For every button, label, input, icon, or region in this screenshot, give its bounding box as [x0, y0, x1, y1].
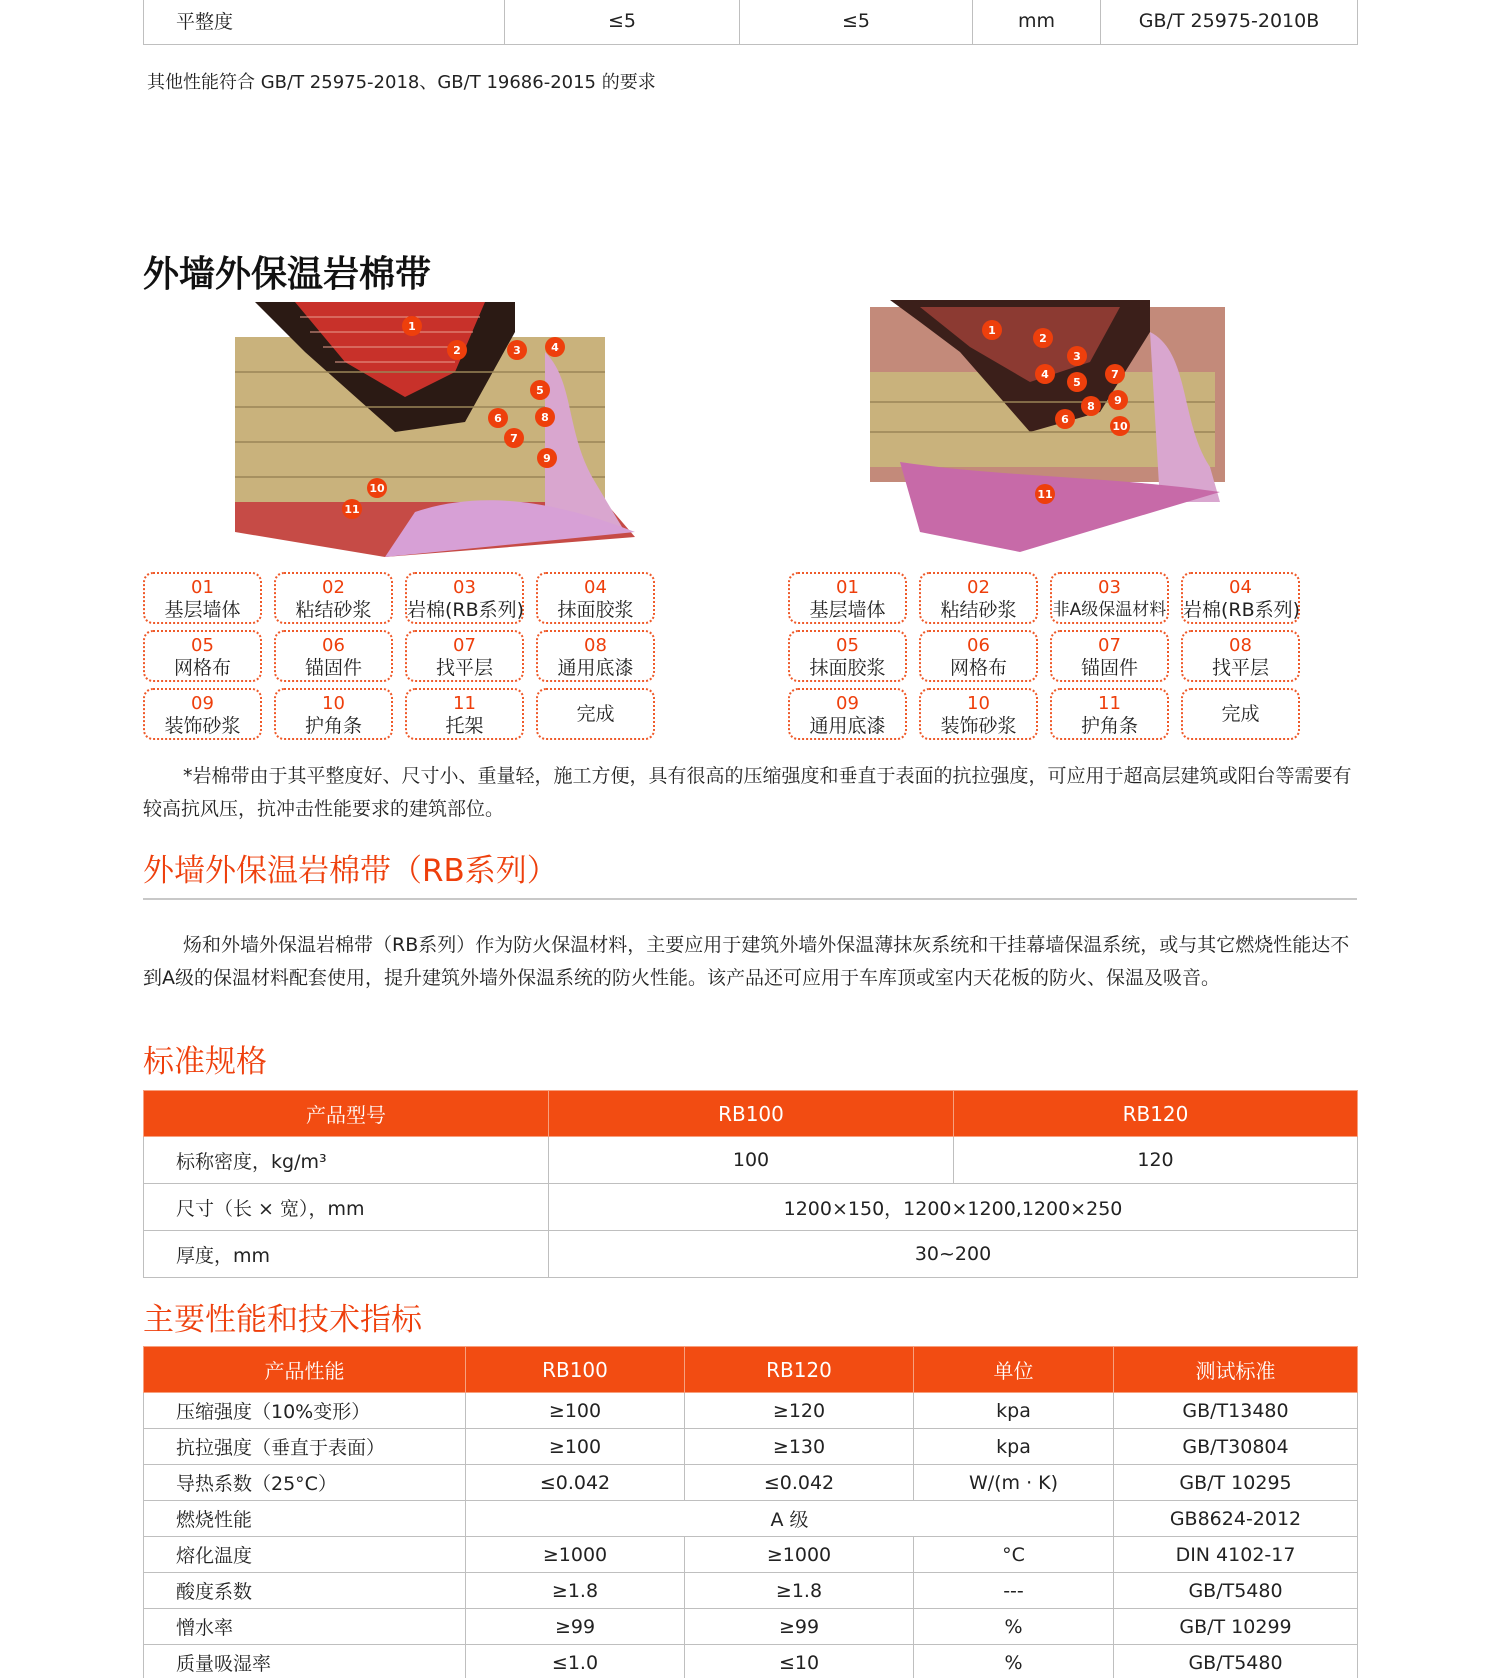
section-title: 外墙外保温岩棉带: [143, 254, 432, 295]
legend-item: 03 非A级保温材料: [1050, 572, 1169, 624]
table-cell: ≤0.042: [685, 1465, 914, 1501]
table-header: 产品性能: [144, 1347, 466, 1393]
table-cell: GB8624-2012: [1114, 1501, 1358, 1537]
marker-3: 3: [507, 340, 527, 360]
table-cell: 100: [549, 1137, 954, 1184]
table-cell: 憎水率: [144, 1609, 466, 1645]
legend-item: 09 装饰砂浆: [143, 688, 262, 740]
legend-item: 06 锚固件: [274, 630, 393, 682]
rb-series-title: 外墙外保温岩棉带（RB系列）: [143, 853, 558, 889]
marker-5: 5: [1067, 372, 1087, 392]
legend-item-complete: 完成: [1181, 688, 1300, 740]
table-header: 产品型号: [144, 1091, 549, 1137]
wall-diagram-left: [215, 292, 645, 562]
legend-item: 07 找平层: [405, 630, 524, 682]
marker-2: 2: [1033, 328, 1053, 348]
legend-item: 06 网格布: [919, 630, 1038, 682]
table-cell: ≤1.0: [466, 1645, 685, 1678]
rb-description: 炀和外墙外保温岩棉带（RB系列）作为防火保温材料，主要应用于建筑外墙外保温薄抹灰系统和干挂幕墙保温系统，或与其它燃烧性能达不到A级的保温材料配套使用，提升建筑外墙外保温系统的防火性能。该产品还可应用于车库顶或室内天花板的防火、保温及吸音。: [143, 934, 1350, 989]
legend-item: 10 装饰砂浆: [919, 688, 1038, 740]
legend-item: 10 护角条: [274, 688, 393, 740]
perf-title: 主要性能和技术指标: [143, 1302, 422, 1338]
marker-7: 7: [1105, 364, 1125, 384]
legend-item: 01 基层墙体: [788, 572, 907, 624]
marker-8: 8: [1081, 396, 1101, 416]
table-cell: 熔化温度: [144, 1537, 466, 1573]
wall-illustration-left: [215, 292, 645, 562]
table-row: [144, 1184, 1358, 1231]
marker-8: 8: [535, 407, 555, 427]
table-cell: ≤5: [505, 0, 740, 45]
table-header-row: [144, 1347, 1358, 1393]
table-cell: GB/T 25975-2010B: [1101, 0, 1358, 45]
table-cell: ≥120: [685, 1393, 914, 1429]
spec-title: 标准规格: [143, 1044, 267, 1080]
table-row: [144, 1465, 1358, 1501]
marker-9: 9: [1108, 390, 1128, 410]
legend-item: 04 抹面胶浆: [536, 572, 655, 624]
table-header: 测试标准: [1114, 1347, 1358, 1393]
table-header: RB100: [549, 1091, 954, 1137]
marker-9: 9: [537, 448, 557, 468]
table-cell: %: [914, 1645, 1114, 1678]
table-cell: 平整度: [144, 0, 505, 45]
table-cell: ≤10: [685, 1645, 914, 1678]
table-row: [144, 1609, 1358, 1645]
table-cell: A 级: [466, 1501, 1114, 1537]
marker-5: 5: [530, 380, 550, 400]
wall-diagram-right: [860, 292, 1240, 562]
legend-item: 08 通用底漆: [536, 630, 655, 682]
table-cell: W/(m · K): [914, 1465, 1114, 1501]
table-header-row: [144, 1091, 1358, 1137]
table-row: [144, 1393, 1358, 1429]
perf-table: [143, 1346, 1358, 1678]
legend-item: 11 托架: [405, 688, 524, 740]
table-cell: 30~200: [549, 1231, 1358, 1278]
legend-item: 02 粘结砂浆: [919, 572, 1038, 624]
marker-3: 3: [1067, 346, 1087, 366]
table-cell: ≥1000: [466, 1537, 685, 1573]
table-row: [144, 1137, 1358, 1184]
table-cell: 厚度，mm: [144, 1231, 549, 1278]
legend-item: 09 通用底漆: [788, 688, 907, 740]
marker-11: 11: [342, 499, 362, 519]
table-row: [144, 1429, 1358, 1465]
legend-item: 02 粘结砂浆: [274, 572, 393, 624]
table-cell: 燃烧性能: [144, 1501, 466, 1537]
marker-6: 6: [1055, 409, 1075, 429]
marker-2: 2: [447, 340, 467, 360]
table-cell: ---: [914, 1573, 1114, 1609]
table-cell: 120: [954, 1137, 1358, 1184]
table-row: [144, 1501, 1358, 1537]
marker-10: 10: [1110, 416, 1130, 436]
legend-item: 07 锚固件: [1050, 630, 1169, 682]
table-row: [144, 1537, 1358, 1573]
marker-7: 7: [504, 428, 524, 448]
table-cell: 抗拉强度（垂直于表面）: [144, 1429, 466, 1465]
legend-item: 01 基层墙体: [143, 572, 262, 624]
table-cell: ≥100: [466, 1429, 685, 1465]
table-cell: ≥100: [466, 1393, 685, 1429]
legend-item: 05 网格布: [143, 630, 262, 682]
marker-1: 1: [402, 316, 422, 336]
marker-1: 1: [982, 320, 1002, 340]
marker-10: 10: [367, 478, 387, 498]
table-cell: 酸度系数: [144, 1573, 466, 1609]
table-cell: ≤5: [740, 0, 973, 45]
legend-left: [143, 572, 659, 742]
marker-4: 4: [1035, 364, 1055, 384]
table-cell: 压缩强度（10%变形）: [144, 1393, 466, 1429]
legend-item: 03 岩棉(RB系列): [405, 572, 524, 624]
spec-table: [143, 1090, 1358, 1278]
table-cell: 导热系数（25°C）: [144, 1465, 466, 1501]
table-cell: ≥99: [685, 1609, 914, 1645]
table-cell: kpa: [914, 1393, 1114, 1429]
table-cell: GB/T5480: [1114, 1645, 1358, 1678]
legend-item-complete: 完成: [536, 688, 655, 740]
legend-item: 11 护角条: [1050, 688, 1169, 740]
table-cell: DIN 4102-17: [1114, 1537, 1358, 1573]
marker-6: 6: [488, 408, 508, 428]
table-cell: mm: [973, 0, 1101, 45]
table-header: RB120: [685, 1347, 914, 1393]
table-cell: ≥1000: [685, 1537, 914, 1573]
table-cell: °C: [914, 1537, 1114, 1573]
marker-4: 4: [545, 337, 565, 357]
table-header: 单位: [914, 1347, 1114, 1393]
feature-note: *岩棉带由于其平整度好、尺寸小、重量轻，施工方便，具有很高的压缩强度和垂直于表面的抗拉强度，可应用于超高层建筑或阳台等需要有较高抗风压，抗冲击性能要求的建筑部位。: [143, 765, 1352, 820]
top-spec-table: [143, 0, 1358, 45]
table-cell: GB/T5480: [1114, 1573, 1358, 1609]
divider: [143, 898, 1357, 900]
table-row: [144, 1645, 1358, 1678]
table-cell: GB/T 10295: [1114, 1465, 1358, 1501]
table-cell: 标称密度，kg/m³: [144, 1137, 549, 1184]
table-cell: ≥99: [466, 1609, 685, 1645]
table-cell: GB/T30804: [1114, 1429, 1358, 1465]
table-cell: ≤0.042: [466, 1465, 685, 1501]
legend-item: 04 岩棉(RB系列): [1181, 572, 1300, 624]
legend-item: 08 找平层: [1181, 630, 1300, 682]
table-cell: 1200×150，1200×1200,1200×250: [549, 1184, 1358, 1231]
legend-right: [788, 572, 1304, 742]
table-cell: 尺寸（长 × 宽），mm: [144, 1184, 549, 1231]
table-header: RB120: [954, 1091, 1358, 1137]
table-cell: GB/T 10299: [1114, 1609, 1358, 1645]
standards-note: 其他性能符合 GB/T 25975-2018、GB/T 19686-2015 的要求: [147, 72, 656, 93]
table-row: [144, 1573, 1358, 1609]
table-cell: 质量吸湿率: [144, 1645, 466, 1678]
table-cell: ≥130: [685, 1429, 914, 1465]
marker-11: 11: [1035, 484, 1055, 504]
table-cell: kpa: [914, 1429, 1114, 1465]
table-cell: GB/T13480: [1114, 1393, 1358, 1429]
table-cell: %: [914, 1609, 1114, 1645]
table-cell: ≥1.8: [685, 1573, 914, 1609]
table-row: [144, 0, 1358, 45]
table-header: RB100: [466, 1347, 685, 1393]
table-row: [144, 1231, 1358, 1278]
legend-item: 05 抹面胶浆: [788, 630, 907, 682]
table-cell: ≥1.8: [466, 1573, 685, 1609]
